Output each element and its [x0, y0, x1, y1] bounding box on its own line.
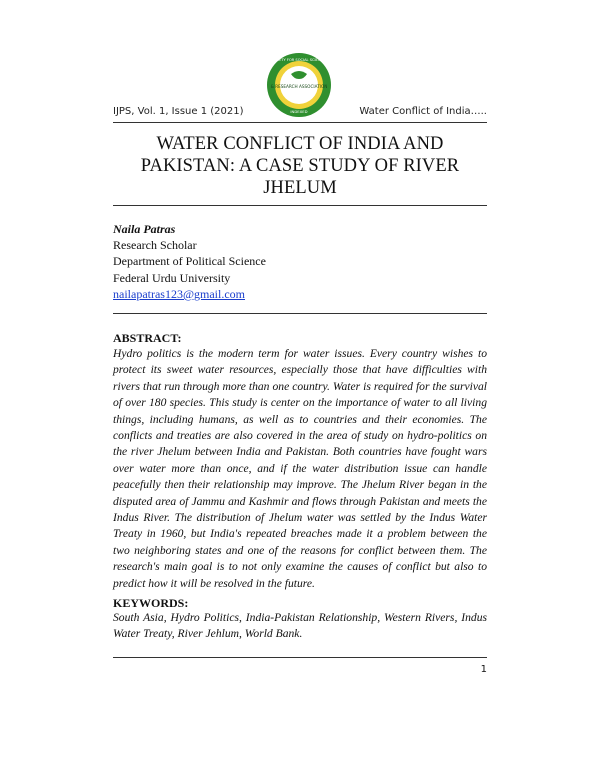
paper-title: WATER CONFLICT OF INDIA AND PAKISTAN: A CASE STUDY OF RIVER JHELUM — [140, 134, 460, 198]
logo-center-text: & RESEARCH ASSOCIATION — [270, 84, 328, 89]
footer-rule — [113, 657, 487, 658]
author-department: Department of Political Science — [113, 254, 266, 269]
keywords-text: South Asia, Hydro Politics, India-Pakistan Relationship, Western Rivers, Indus Water Treaty, River Jehlum, World Bank. — [113, 611, 487, 641]
author-university: Federal Urdu University — [113, 270, 231, 285]
logo-top-text: SOCIETY FOR SOCIAL SCIENCES — [270, 58, 328, 62]
journal-logo — [266, 52, 332, 118]
logo-bottom-text: INDEXED — [290, 109, 308, 114]
keywords-heading: KEYWORDS: — [113, 596, 189, 610]
abstract-text: Hydro politics is the modern term for water issues. Every country wishes to protect its sweet water resources, especially those that have difficulties with rivers that run through more than one country. Water is required for the survival of over 180 species. This study is center on the importance of water to all living things, including humans, as well as to countries and their economies. The conflicts and treaties are also covered in the area of study on hydro-politics on the river Jhelum between India and Pakistan. Both countries have fought wars over water more than once, and if the water distribution issue can handle peacefully then their relationship may improve. The Jhelum River began in the disputed area of Jammu and Kashmir and flows through Pakistan and meets the Indus River. The distribution of Jhelum water was settled by the Indus Water Treaty in 1960, but India's repeated breaches made it a problem between the two neighboring states and one of the reasons for conflict between them. The research's main goal is to not only examine the causes of conflict but also to predict how it will be resolved in the future. — [113, 347, 487, 590]
title-rule — [113, 205, 487, 206]
author-name: Naila Patras — [113, 222, 176, 236]
header-rule — [113, 122, 487, 123]
author-block — [113, 221, 487, 302]
short-title: Water Conflict of India….. — [359, 106, 487, 117]
abstract-heading: ABSTRACT: — [113, 331, 182, 345]
author-rule — [113, 313, 487, 314]
author-email-link[interactable]: nailapatras123@gmail.com — [113, 286, 246, 301]
journal-reference: IJPS, Vol. 1, Issue 1 (2021) — [113, 106, 244, 117]
page-number: 1 — [480, 664, 487, 675]
author-position: Research Scholar — [113, 238, 197, 253]
